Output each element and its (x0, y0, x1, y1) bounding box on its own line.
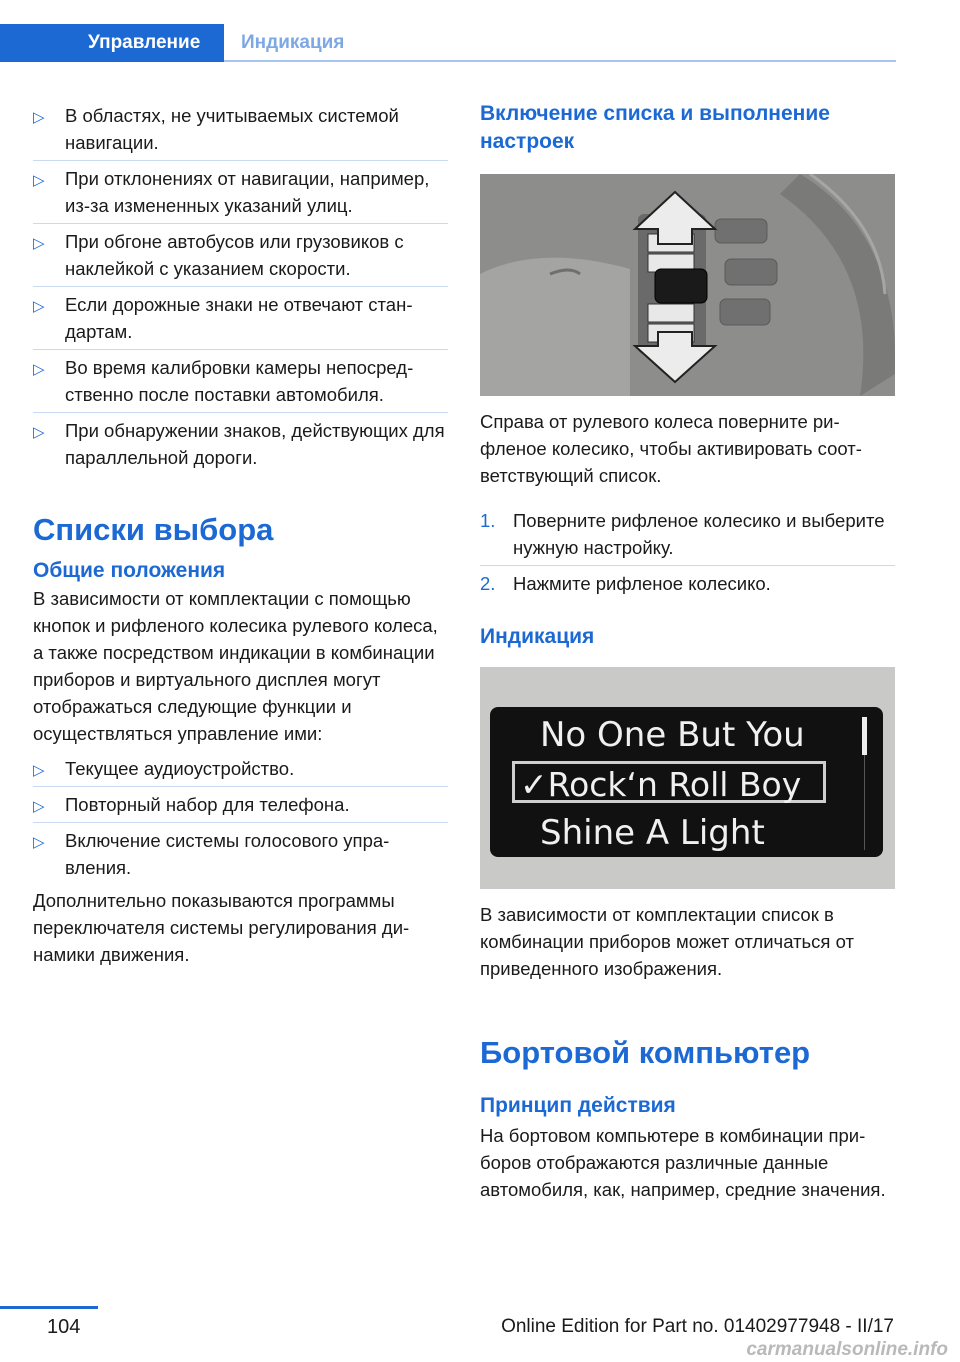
outro-paragraph: Дополнительно показываются программы переключателя системы регулирования динамики движения. (33, 890, 410, 965)
section-title-selection-lists: Списки выбора (33, 512, 274, 547)
triangle-bullet-icon: ▷ (33, 298, 45, 315)
triangle-bullet-icon: ▷ (33, 235, 45, 252)
title-enable-list: Включение списка и выполнение настроек (480, 102, 830, 153)
subsection-title-principle: Принцип действия (480, 1094, 676, 1117)
triangle-bullet-icon: ▷ (33, 361, 45, 378)
functions-list (33, 751, 448, 885)
watermark: carmanualsonline.info (746, 1339, 948, 1360)
steering-wheel-illustration (480, 174, 895, 396)
list-item: ▷ При обнаружении знаков, действующих для параллельной дороги. (33, 420, 445, 468)
principle-paragraph: На бортовом компьютере в комбинации приборов отображаются различные данные автомобиля, как, например, средние значения. (480, 1125, 886, 1200)
list-item: ▷ Текущее аудиоустройство. (33, 751, 448, 787)
limitations-list (33, 98, 448, 475)
subsection-title-general: Общие положения (33, 559, 226, 582)
list-item: ▷ В областях, не учитываемых системой навигации. (33, 98, 448, 161)
list-item: 2. Нажмите рифленое колесико. (480, 573, 771, 594)
display-item-1: No One But You (540, 715, 805, 755)
list-item: ▷ Во время калибровки камеры непосредственно после поставки автомобиля. (33, 350, 448, 413)
footer-divider (0, 1306, 98, 1309)
left-column (33, 96, 448, 968)
triangle-bullet-icon: ▷ (33, 834, 45, 851)
list-item: ▷ Включение системы голосового управления. (33, 830, 390, 878)
intro-paragraph: В зависимости от комплектации с помощью кнопок и рифленого колесика рулевого колеса, а также посредством индикации в комбинации приборов и виртуального дисплея могут отображаться следующие функции и осуществляться управление ими: (33, 588, 438, 744)
display-item-3: Shine A Light (540, 813, 765, 853)
display-scroll-track (864, 755, 865, 850)
edition-info: Online Edition for Part no. 01402977948 - II/17 (501, 1316, 894, 1337)
steering-wheel-icon (480, 174, 895, 396)
triangle-bullet-icon: ▷ (33, 798, 45, 815)
triangle-bullet-icon: ▷ (33, 424, 45, 441)
display-caption: В зависимости от комплектации список в комбинации приборов может отличаться от приведенного изображения. (480, 904, 854, 979)
list-item: ▷ Если дорожные знаки не отвечают стандартам. (33, 287, 448, 350)
display-screen (490, 707, 883, 857)
list-item: ▷ При обгоне автобусов или грузовиков с наклейкой с указанием скорости. (33, 224, 448, 287)
list-item: ▷ Повторный набор для телефона. (33, 787, 448, 823)
page-number: 104 (47, 1316, 81, 1338)
steps-list (480, 503, 895, 601)
tab-upravlenie[interactable]: Управление (0, 24, 224, 62)
title-display: Индикация (480, 625, 595, 648)
display-scrollbar (862, 717, 867, 755)
tab-indikatsiya[interactable]: Индикация (241, 32, 345, 53)
triangle-bullet-icon: ▷ (33, 172, 45, 189)
display-item-2: ✓Rock‘n Roll Boy (520, 765, 802, 804)
list-item: ▷ При отклонениях от навигации, например, из-за измененных указаний улиц. (33, 161, 448, 224)
section-title-onboard-computer: Бортовой компьютер (480, 1035, 811, 1070)
header-divider (224, 60, 896, 62)
wheel-caption: Справа от рулевого колеса поверните рифленое колесико, чтобы активировать соответствующий список. (480, 411, 862, 486)
triangle-bullet-icon: ▷ (33, 109, 45, 126)
page-header (0, 0, 960, 62)
list-item: 1. Поверните рифленое колесико и выберите нужную настройку. (480, 503, 895, 566)
right-column (480, 96, 895, 1203)
display-illustration (480, 667, 895, 889)
triangle-bullet-icon: ▷ (33, 762, 45, 779)
